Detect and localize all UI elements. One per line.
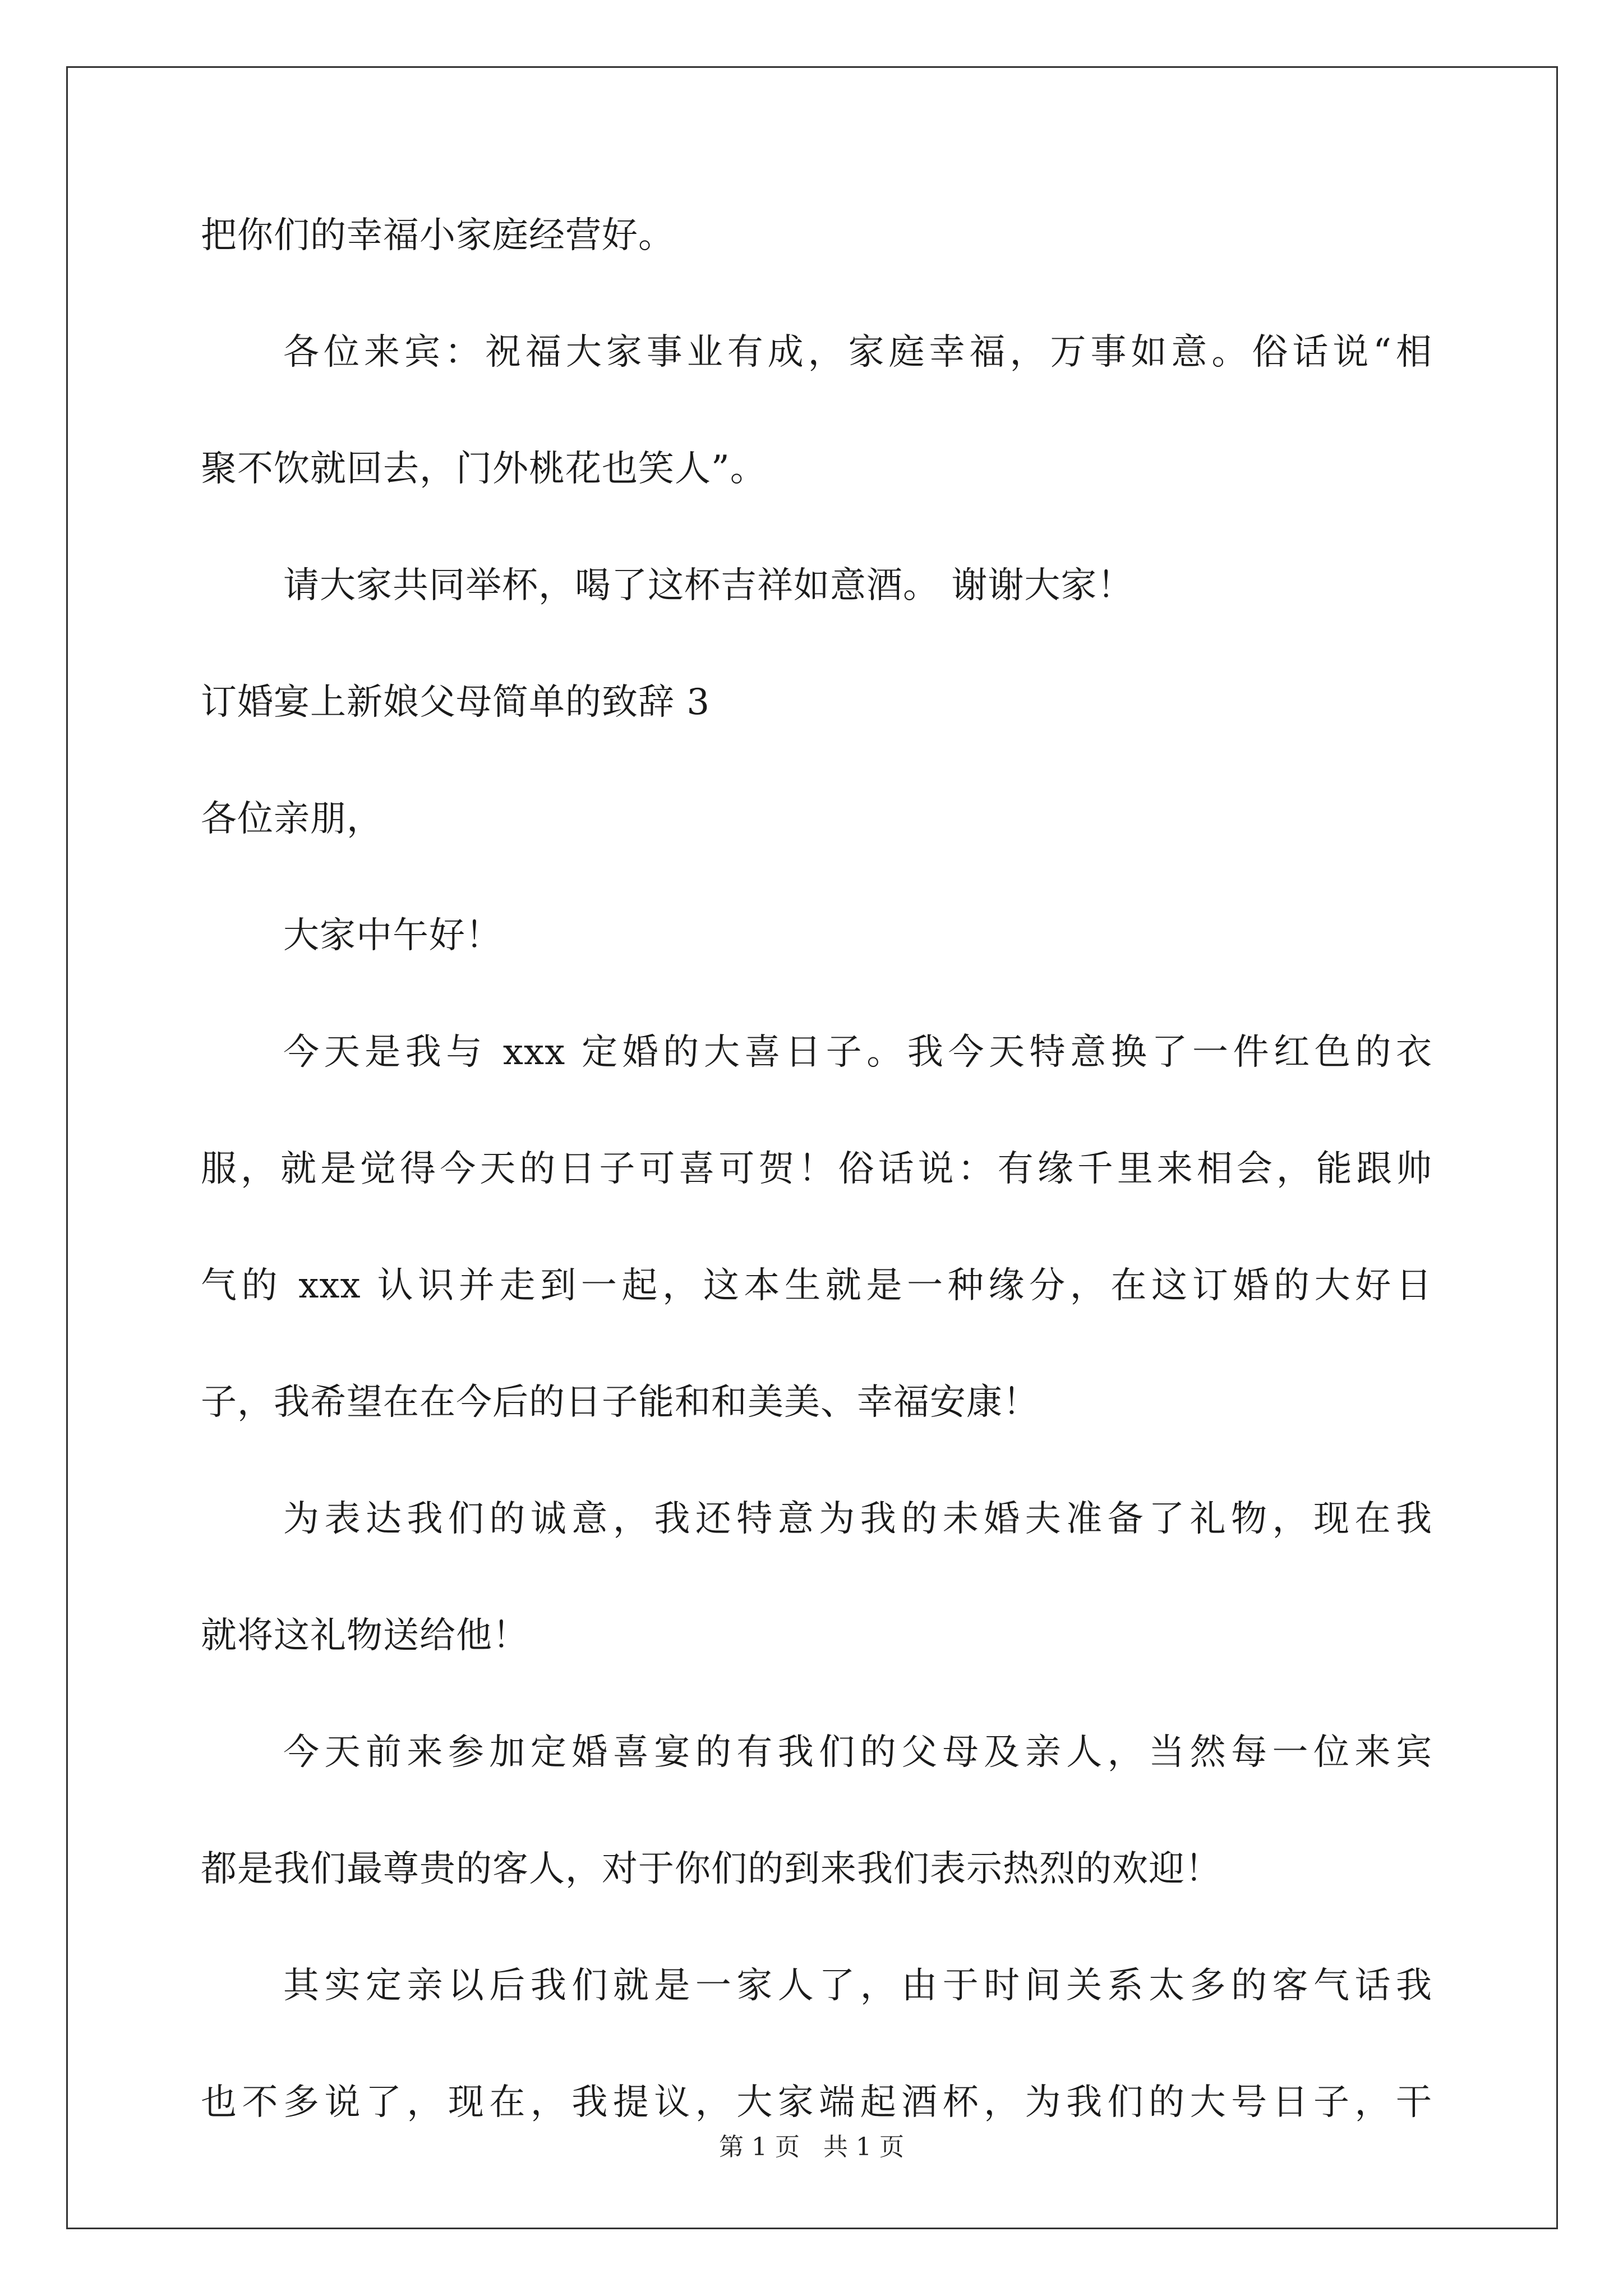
text-line: 为表达我们的诚意，我还特意为我的未婚夫准备了礼物，现在我 [283, 1498, 1432, 1540]
text-line: 今天是我与 xxx 定婚的大喜日子。我今天特意换了一件红色的衣 [283, 1032, 1432, 1073]
text-line: 请大家共同举杯，喝了这杯吉祥如意酒。 谢谢大家！ [283, 565, 1134, 606]
text-line: 也不多说了，现在，我提议，大家端起酒杯，为我们的大号日子，干 [201, 2082, 1432, 2123]
text-line: 今天前来参加定婚喜宴的有我们的父母及亲人，当然每一位来宾 [283, 1732, 1432, 1773]
section-heading: 订婚宴上新娘父母简单的致辞 3 [201, 682, 711, 723]
text-line: 都是我们最尊贵的客人，对于你们的到来我们表示热烈的欢迎！ [201, 1848, 1221, 1890]
text-line: 服，就是觉得今天的日子可喜可贺！俗话说：有缘千里来相会，能跟帅 [201, 1148, 1432, 1190]
text-line: 就将这礼物送给他！ [201, 1615, 529, 1657]
text-line: 聚不饮就回去，门外桃花也笑人”。 [201, 448, 767, 490]
page-number-footer: 第 1 页 共 1 页 [719, 2133, 904, 2161]
text-line: 子，我希望在在今后的日子能和和美美、幸福安康！ [201, 1382, 1039, 1423]
text-line: 把你们的幸福小家庭经营好。 [201, 215, 675, 256]
text-line: 各位来宾：祝福大家事业有成，家庭幸福，万事如意。俗话说“相 [283, 332, 1432, 373]
text-line: 气的 xxx 认识并走到一起，这本生就是一种缘分，在这订婚的大好日 [201, 1265, 1432, 1306]
salutation: 各位亲朋， [201, 798, 383, 840]
text-line: 其实定亲以后我们就是一家人了，由于时间关系太多的客气话我 [283, 1965, 1432, 2007]
greeting: 大家中午好！ [283, 915, 502, 956]
